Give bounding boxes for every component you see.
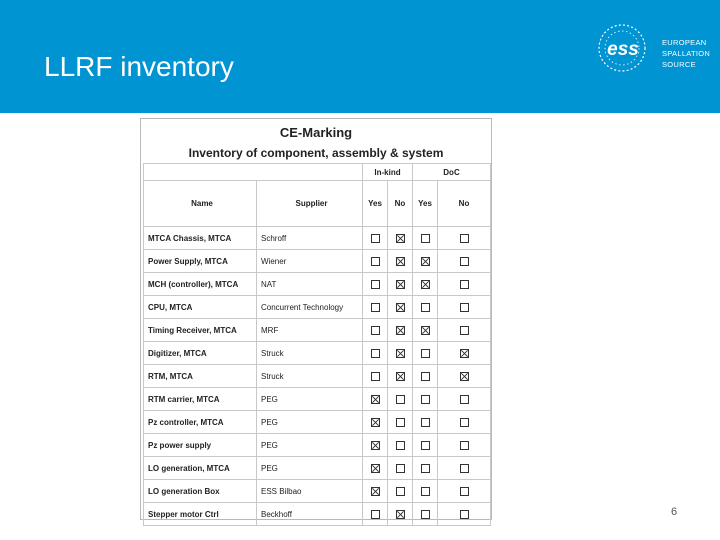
table-row bbox=[144, 296, 491, 319]
checkbox-cell-doc-no bbox=[438, 434, 491, 457]
checkbox-cell-doc-no bbox=[438, 457, 491, 480]
checkbox-cell-doc-yes bbox=[413, 434, 438, 457]
checked-box-icon bbox=[396, 372, 405, 381]
logo-line-3: SOURCE bbox=[662, 60, 696, 69]
table-row bbox=[144, 250, 491, 273]
checkbox-cell-doc-yes bbox=[413, 503, 438, 526]
component-name: MCH (controller), MTCA bbox=[144, 273, 257, 296]
supplier-name: Struck bbox=[257, 365, 363, 388]
empty-box-icon bbox=[396, 464, 405, 473]
checkbox-cell-doc-yes bbox=[413, 342, 438, 365]
checked-box-icon bbox=[371, 441, 380, 450]
checkbox-cell-doc-yes bbox=[413, 250, 438, 273]
checked-box-icon bbox=[421, 326, 430, 335]
table-row bbox=[144, 434, 491, 457]
empty-box-icon bbox=[460, 510, 469, 519]
component-name: RTM carrier, MTCA bbox=[144, 388, 257, 411]
checkbox-cell-doc-yes bbox=[413, 457, 438, 480]
checkbox-cell-doc-no bbox=[438, 388, 491, 411]
empty-box-icon bbox=[396, 395, 405, 404]
checkbox-cell-doc-yes bbox=[413, 319, 438, 342]
checkbox-cell-doc-yes bbox=[413, 388, 438, 411]
supplier-name: ESS Bilbao bbox=[257, 480, 363, 503]
table-row bbox=[144, 480, 491, 503]
empty-box-icon bbox=[421, 395, 430, 404]
checkbox-cell-inkind-yes bbox=[363, 319, 388, 342]
column-header-name: Name bbox=[144, 181, 257, 227]
supplier-name: Concurrent Technology bbox=[257, 296, 363, 319]
checked-box-icon bbox=[396, 303, 405, 312]
empty-box-icon bbox=[460, 441, 469, 450]
checkbox-cell-inkind-no bbox=[388, 388, 413, 411]
checkbox-cell-inkind-no bbox=[388, 365, 413, 388]
checked-box-icon bbox=[421, 280, 430, 289]
table-row bbox=[144, 342, 491, 365]
checkbox-cell-inkind-no bbox=[388, 296, 413, 319]
table-row bbox=[144, 365, 491, 388]
supplier-name: Schroff bbox=[257, 227, 363, 250]
empty-box-icon bbox=[396, 418, 405, 427]
checkbox-cell-doc-no bbox=[438, 296, 491, 319]
checkbox-cell-inkind-yes bbox=[363, 250, 388, 273]
inventory-document bbox=[140, 118, 492, 520]
empty-box-icon bbox=[460, 303, 469, 312]
table-row bbox=[144, 503, 491, 526]
logo-wordmark bbox=[662, 37, 710, 70]
checkbox-cell-doc-no bbox=[438, 365, 491, 388]
checkbox-cell-inkind-no bbox=[388, 411, 413, 434]
empty-box-icon bbox=[421, 349, 430, 358]
component-name: MTCA Chassis, MTCA bbox=[144, 227, 257, 250]
checkbox-cell-inkind-yes bbox=[363, 503, 388, 526]
component-name: Pz controller, MTCA bbox=[144, 411, 257, 434]
column-header-supplier: Supplier bbox=[257, 181, 363, 227]
checkbox-cell-inkind-no bbox=[388, 273, 413, 296]
checked-box-icon bbox=[371, 464, 380, 473]
checkbox-cell-inkind-yes bbox=[363, 227, 388, 250]
empty-box-icon bbox=[460, 418, 469, 427]
checkbox-cell-inkind-no bbox=[388, 319, 413, 342]
checked-box-icon bbox=[396, 280, 405, 289]
slide-title: LLRF inventory bbox=[44, 51, 234, 82]
empty-box-icon bbox=[460, 464, 469, 473]
table-row bbox=[144, 411, 491, 434]
inventory-table bbox=[143, 163, 491, 526]
checkbox-cell-doc-yes bbox=[413, 273, 438, 296]
checkbox-cell-doc-no bbox=[438, 250, 491, 273]
supplier-name: Struck bbox=[257, 342, 363, 365]
checkbox-cell-doc-no bbox=[438, 503, 491, 526]
component-name: RTM, MTCA bbox=[144, 365, 257, 388]
checkbox-cell-inkind-yes bbox=[363, 296, 388, 319]
checkbox-cell-inkind-no bbox=[388, 503, 413, 526]
checkbox-cell-doc-yes bbox=[413, 411, 438, 434]
empty-box-icon bbox=[371, 257, 380, 266]
group-header-row bbox=[144, 164, 491, 181]
column-header-inkind-yes: Yes bbox=[363, 181, 388, 227]
checked-box-icon bbox=[396, 326, 405, 335]
checkbox-cell-inkind-yes bbox=[363, 480, 388, 503]
component-name: Timing Receiver, MTCA bbox=[144, 319, 257, 342]
checkbox-cell-inkind-yes bbox=[363, 434, 388, 457]
checkbox-cell-inkind-yes bbox=[363, 388, 388, 411]
group-header-inkind: In-kind bbox=[363, 164, 413, 181]
ess-logo bbox=[596, 22, 714, 74]
component-name: CPU, MTCA bbox=[144, 296, 257, 319]
column-header-row bbox=[144, 181, 491, 227]
page-number: 6 bbox=[670, 506, 678, 518]
empty-box-icon bbox=[421, 441, 430, 450]
empty-box-icon bbox=[421, 303, 430, 312]
checkbox-cell-inkind-no bbox=[388, 434, 413, 457]
empty-box-icon bbox=[396, 487, 405, 496]
empty-box-icon bbox=[421, 234, 430, 243]
checkbox-cell-inkind-no bbox=[388, 227, 413, 250]
ess-logo-icon bbox=[596, 22, 658, 74]
empty-box-icon bbox=[460, 257, 469, 266]
checkbox-cell-doc-no bbox=[438, 273, 491, 296]
group-header-blank bbox=[144, 164, 363, 181]
checkbox-cell-inkind-no bbox=[388, 250, 413, 273]
checkbox-cell-inkind-no bbox=[388, 480, 413, 503]
document-subtitle: Inventory of component, assembly & system bbox=[188, 146, 444, 160]
table-row bbox=[144, 319, 491, 342]
column-header-doc-yes: Yes bbox=[413, 181, 438, 227]
group-header-doc: DoC bbox=[413, 164, 491, 181]
slide-header bbox=[0, 0, 720, 113]
checkbox-cell-inkind-yes bbox=[363, 273, 388, 296]
checkbox-cell-doc-yes bbox=[413, 480, 438, 503]
checkbox-cell-inkind-no bbox=[388, 342, 413, 365]
column-header-doc-no: No bbox=[438, 181, 491, 227]
checkbox-cell-doc-no bbox=[438, 227, 491, 250]
supplier-name: PEG bbox=[257, 388, 363, 411]
checked-box-icon bbox=[460, 372, 469, 381]
checkbox-cell-inkind-no bbox=[388, 457, 413, 480]
checkbox-cell-doc-yes bbox=[413, 227, 438, 250]
column-header-inkind-no: No bbox=[388, 181, 413, 227]
empty-box-icon bbox=[396, 441, 405, 450]
checkbox-cell-inkind-yes bbox=[363, 365, 388, 388]
component-name: Power Supply, MTCA bbox=[144, 250, 257, 273]
empty-box-icon bbox=[460, 326, 469, 335]
logo-mark-text: ess bbox=[607, 39, 639, 60]
table-row bbox=[144, 227, 491, 250]
checked-box-icon bbox=[396, 257, 405, 266]
supplier-name: PEG bbox=[257, 457, 363, 480]
component-name: LO generation, MTCA bbox=[144, 457, 257, 480]
empty-box-icon bbox=[421, 418, 430, 427]
component-name: Digitizer, MTCA bbox=[144, 342, 257, 365]
component-name: Stepper motor Ctrl bbox=[144, 503, 257, 526]
empty-box-icon bbox=[460, 280, 469, 289]
supplier-name: PEG bbox=[257, 411, 363, 434]
empty-box-icon bbox=[460, 487, 469, 496]
component-name: LO generation Box bbox=[144, 480, 257, 503]
empty-box-icon bbox=[371, 234, 380, 243]
checked-box-icon bbox=[396, 510, 405, 519]
empty-box-icon bbox=[421, 510, 430, 519]
checkbox-cell-doc-yes bbox=[413, 296, 438, 319]
empty-box-icon bbox=[371, 326, 380, 335]
checkbox-cell-doc-yes bbox=[413, 365, 438, 388]
empty-box-icon bbox=[421, 487, 430, 496]
table-row bbox=[144, 457, 491, 480]
empty-box-icon bbox=[460, 234, 469, 243]
empty-box-icon bbox=[371, 510, 380, 519]
checked-box-icon bbox=[421, 257, 430, 266]
logo-line-2: SPALLATION bbox=[662, 49, 711, 58]
empty-box-icon bbox=[371, 280, 380, 289]
checked-box-icon bbox=[396, 349, 405, 358]
checked-box-icon bbox=[371, 418, 380, 427]
checkbox-cell-doc-no bbox=[438, 411, 491, 434]
supplier-name: MRF bbox=[257, 319, 363, 342]
empty-box-icon bbox=[421, 464, 430, 473]
supplier-name: Wiener bbox=[257, 250, 363, 273]
document-title: CE-Marking bbox=[279, 125, 353, 140]
checkbox-cell-doc-no bbox=[438, 319, 491, 342]
component-name: Pz power supply bbox=[144, 434, 257, 457]
logo-line-1: EUROPEAN bbox=[662, 38, 707, 47]
checkbox-cell-inkind-yes bbox=[363, 411, 388, 434]
checkbox-cell-doc-no bbox=[438, 480, 491, 503]
empty-box-icon bbox=[371, 303, 380, 312]
supplier-name: NAT bbox=[257, 273, 363, 296]
empty-box-icon bbox=[460, 395, 469, 404]
supplier-name: Beckhoff bbox=[257, 503, 363, 526]
checked-box-icon bbox=[371, 395, 380, 404]
checked-box-icon bbox=[460, 349, 469, 358]
supplier-name: PEG bbox=[257, 434, 363, 457]
empty-box-icon bbox=[371, 349, 380, 358]
checkbox-cell-doc-no bbox=[438, 342, 491, 365]
empty-box-icon bbox=[421, 372, 430, 381]
inventory-table-body bbox=[144, 227, 491, 526]
checkbox-cell-inkind-yes bbox=[363, 457, 388, 480]
table-row bbox=[144, 273, 491, 296]
table-row bbox=[144, 388, 491, 411]
checked-box-icon bbox=[396, 234, 405, 243]
checked-box-icon bbox=[371, 487, 380, 496]
checkbox-cell-inkind-yes bbox=[363, 342, 388, 365]
empty-box-icon bbox=[371, 372, 380, 381]
